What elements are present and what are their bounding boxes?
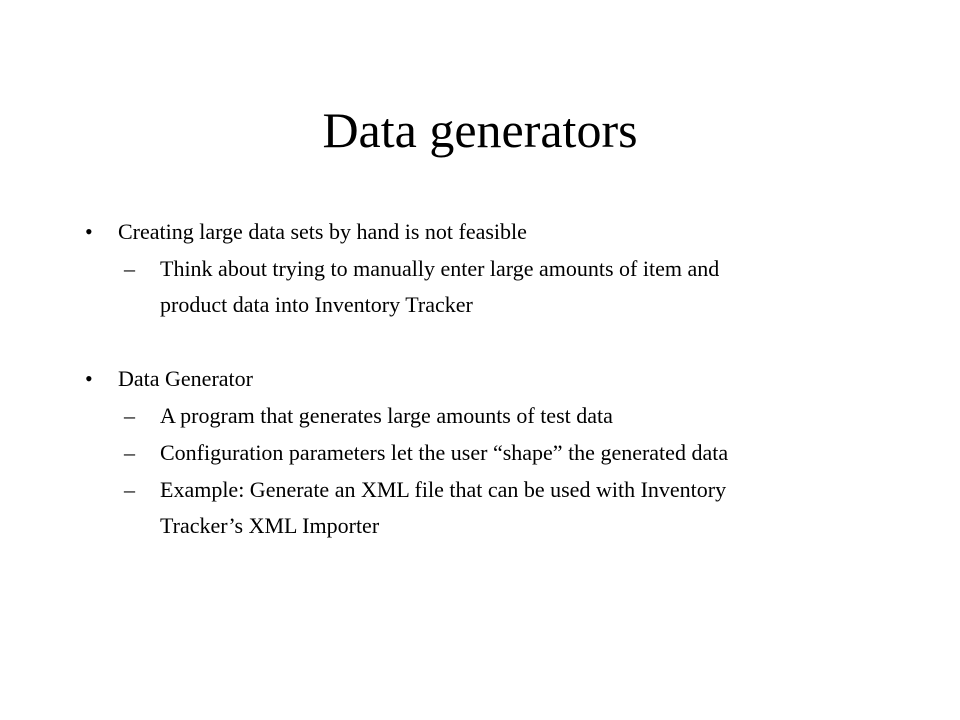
bullet-text: Creating large data sets by hand is not feasible: [118, 219, 527, 244]
sub-bullet-line: Tracker’s XML Importer: [160, 513, 380, 538]
sub-bullet-item: [124, 403, 613, 429]
sub-bullet-continuation: [160, 513, 379, 539]
sub-bullet-line: product data into Inventory Tracker: [160, 292, 473, 317]
slide-title: Data generators: [322, 102, 638, 158]
sub-bullet-item: [124, 440, 729, 466]
bullet-item: [85, 366, 253, 392]
bullet-marker: •: [85, 366, 93, 391]
bullet-item: [85, 219, 527, 245]
sub-bullet-marker: –: [124, 477, 135, 502]
sub-bullet-line: Think about trying to manually enter large amounts of item and: [160, 256, 720, 281]
sub-bullet-marker: –: [124, 440, 135, 465]
sub-bullet-line: Example: Generate an XML file that can be used with Inventory: [160, 477, 727, 502]
sub-bullet-line: A program that generates large amounts of test data: [160, 403, 613, 428]
sub-bullet-line: Configuration parameters let the user “shape” the generated data: [160, 440, 729, 465]
sub-bullet-marker: –: [124, 256, 135, 281]
sub-bullet-item: [124, 256, 720, 282]
bullet-marker: •: [85, 219, 93, 244]
sub-bullet-continuation: [160, 292, 473, 318]
bullet-text: Data Generator: [118, 366, 253, 391]
sub-bullet-item: [124, 477, 727, 503]
sub-bullet-marker: –: [124, 403, 135, 428]
